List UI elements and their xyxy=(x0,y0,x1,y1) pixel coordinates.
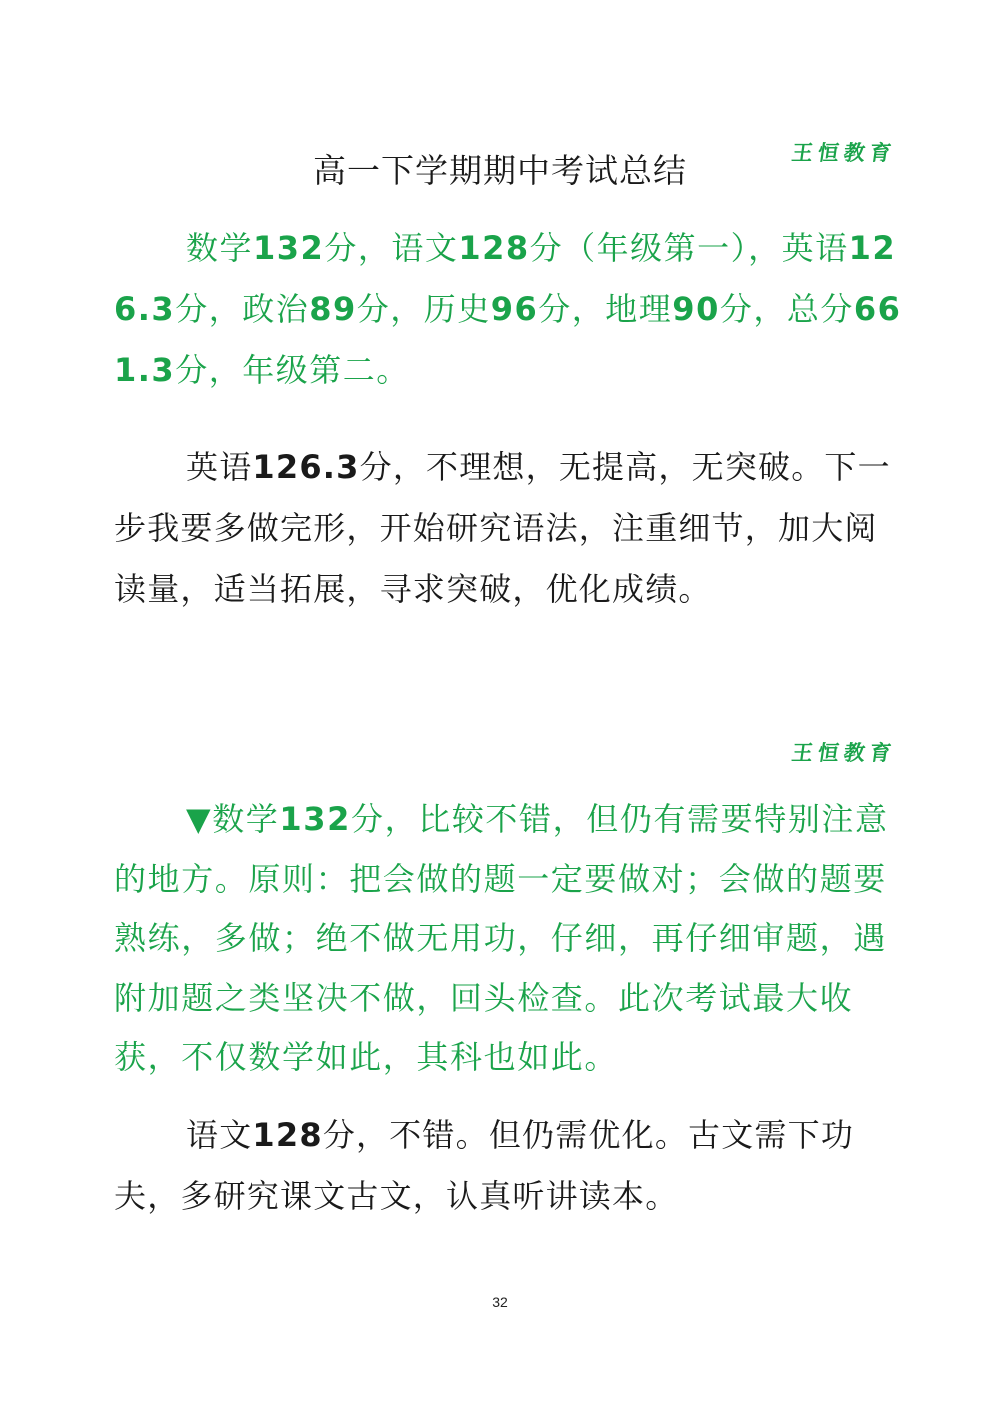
score-summary-paragraph: 数学132分，语文128分（年级第一），英语126.3分，政治89分，历史96分，地理90分，总分661.3分，年级第二。 xyxy=(114,229,902,389)
page-title: 高一下学期期中考试总结 xyxy=(313,151,687,190)
english-review-paragraph: 英语126.3分，不理想，无提高，无突破。下一步我要多做完形，开始研究语法，注重细节，加大阅读量，适当拓展，寻求突破，优化成绩。 xyxy=(114,448,891,608)
chinese-review-paragraph: 语文128分，不错。但仍需优化。古文需下功夫，多研究课文古文，认真听讲读本。 xyxy=(114,1116,855,1215)
math-review-paragraph: ▼数学132分，比较不错，但仍有需要特别注意的地方。原则：把会做的题一定要做对；会做的题要熟练，多做；绝不做无用功，仔细，再仔细审题，遇附加题之类坚决不做，回头检查。此次考试最大收获，不仅数学如此，其科也如此。 xyxy=(114,800,889,1076)
brand-watermark: 王恒教育 xyxy=(790,140,898,165)
brand-watermark-repeat: 王恒教育 xyxy=(790,740,898,765)
page-number: 32 xyxy=(492,1294,508,1310)
